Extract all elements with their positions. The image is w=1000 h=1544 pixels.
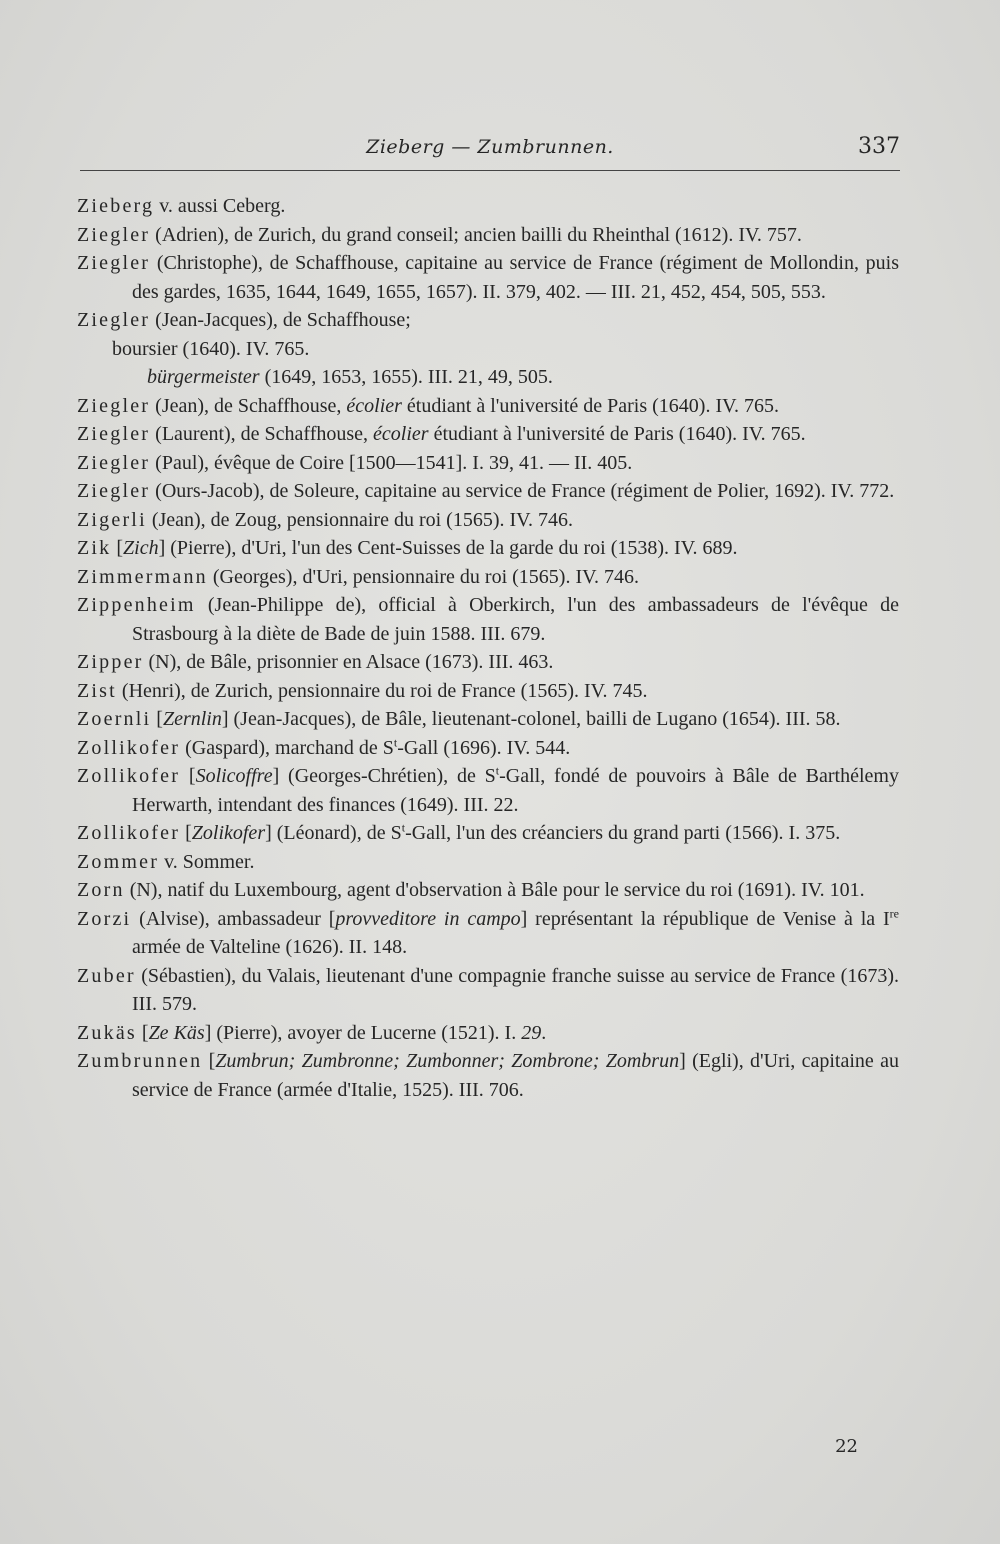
- index-entry: Zimmermann (Georges), d'Uri, pensionnaire du roi (1565). IV. 746.: [77, 565, 639, 588]
- index-entry: Zollikofer (Gaspard), marchand de $S^t$-Gall (1696). IV. 544.: [77, 734, 571, 759]
- entry-name: Zik: [77, 537, 112, 559]
- index-entry: Zippenheim (Jean-Philippe de), official à Oberkirch, l'un des ambassadeurs de l'évêque de Strasbourg à la diète de Bade de juin 1588. III. 679.: [77, 594, 899, 645]
- entry-name: Zumbrunnen: [77, 1050, 203, 1072]
- entry-name: Zukäs: [77, 1021, 137, 1044]
- index-entry: Zoernli [Zernlin] (Jean-Jacques), de Bâle, lieutenant-colonel, bailli de Lugano (1654). III. 58.: [77, 708, 841, 730]
- index-entries: [77, 192, 899, 1104]
- index-entry: Zuber (Sébastien), du Valais, lieutenant d'une compagnie franche suisse au service de France (1673). III. 579.: [77, 964, 899, 1015]
- entry-name: Zieberg: [77, 195, 155, 217]
- index-entry: Zukäs [Ze Käs] (Pierre), avoyer de Lucerne (1521). I. 29.: [77, 1021, 547, 1044]
- index-entry: Zieberg v. aussi Ceberg.: [77, 195, 286, 217]
- index-entry: Ziegler (Christophe), de Schaffhouse, capitaine au service de France (régiment de Mollondin, puis des gardes, 1635, 1644, 1649, 1655, 1657). II. 379, 402. — III. 21, 452, 454, 505, 553.: [77, 252, 899, 303]
- entry-name: Zigerli: [77, 508, 147, 531]
- entry-name: Ziegler: [77, 394, 151, 417]
- index-entry: Zipper (N), de Bâle, prisonnier en Alsace (1673). III. 463.: [77, 651, 554, 673]
- index-entry: Zorzi (Alvise), ambassadeur [provveditore in campo] représentant la république de Venise à la Ire armée de Valteline (1626). II. 148.: [77, 905, 899, 958]
- index-entry: Zist (Henri), de Zurich, pensionnaire du roi de France (1565). IV. 745.: [77, 679, 648, 702]
- entry-name: Ziegler: [77, 423, 151, 445]
- index-entry: Zollikofer [Zolikofer] (Léonard), de $S^t$-Gall, l'un des créanciers du grand parti (1566). I. 375.: [77, 820, 841, 844]
- index-entry: Zollikofer [Solicoffre] (Georges-Chrétien), de $S^t$-Gall, fondé de pouvoirs à Bâle de Barthélemy Herwarth, intendant des finances (1649). III. 22.: [77, 763, 899, 816]
- entry-name: Ziegler: [77, 252, 151, 274]
- index-entry: Zommer v. Sommer.: [77, 850, 255, 873]
- index-entry: Ziegler (Adrien), de Zurich, du grand conseil; ancien bailli du Rheinthal (1612). IV. 757.: [77, 223, 802, 246]
- index-entry: Zorn (N), natif du Luxembourg, agent d'observation à Bâle pour le service du roi (1691). IV. 101.: [77, 879, 865, 901]
- entry-name: Zippenheim: [77, 594, 196, 616]
- entry-name: Zollikofer: [77, 765, 181, 787]
- index-entry: Zigerli (Jean), de Zoug, pensionnaire du roi (1565). IV. 746.: [77, 508, 574, 531]
- entry-name: Ziegler: [77, 480, 151, 502]
- page-number: 337: [858, 134, 900, 159]
- entry-name: Zollikofer: [77, 822, 181, 844]
- index-entry: Ziegler (Paul), évêque de Coire [1500—1541]. I. 39, 41. — II. 405.: [77, 451, 633, 474]
- signature-mark: 22: [835, 1436, 858, 1457]
- entry-name: Ziegler: [77, 223, 151, 246]
- entry-name: Zuber: [77, 964, 136, 987]
- index-entry: Zumbrunnen [Zumbrun; Zumbronne; Zumbonner; Zombrone; Zombrun] (Egli), d'Uri, capitaine au service de France (armée d'Italie, 1525). III. 706.: [77, 1050, 899, 1101]
- entry-name: Ziegler: [77, 451, 151, 474]
- index-entry: Zik [Zich] (Pierre), d'Uri, l'un des Cent-Suisses de la garde du roi (1538). IV. 689.: [77, 537, 738, 559]
- page-header: [80, 130, 900, 171]
- index-entry: Ziegler (Ours-Jacob), de Soleure, capitaine au service de France (régiment de Polier, 1692). IV. 772.: [77, 480, 895, 502]
- entry-name: Ziegler: [77, 309, 151, 331]
- index-entry: Ziegler (Jean-Jacques), de Schaffhouse; boursier (1640). IV. 765. bürgermeister (1649, 1653, 1655). III. 21, 49, 505.: [77, 309, 553, 388]
- running-title: Zieberg — Zumbrunnen.: [366, 136, 614, 158]
- entry-name: Zollikofer: [77, 736, 181, 759]
- entry-name: Zorn: [77, 879, 125, 901]
- entry-name: Zimmermann: [77, 565, 208, 588]
- entry-name: Zommer: [77, 850, 160, 873]
- entry-name: Zist: [77, 679, 117, 702]
- index-entry: Ziegler (Jean), de Schaffhouse, écolier étudiant à l'université de Paris (1640). IV. 765.: [77, 394, 779, 417]
- entry-name: Zoernli: [77, 708, 152, 730]
- index-entry: Ziegler (Laurent), de Schaffhouse, écolier étudiant à l'université de Paris (1640). IV. 765.: [77, 423, 806, 445]
- entry-name: Zipper: [77, 651, 144, 673]
- entry-name: Zorzi: [77, 907, 132, 930]
